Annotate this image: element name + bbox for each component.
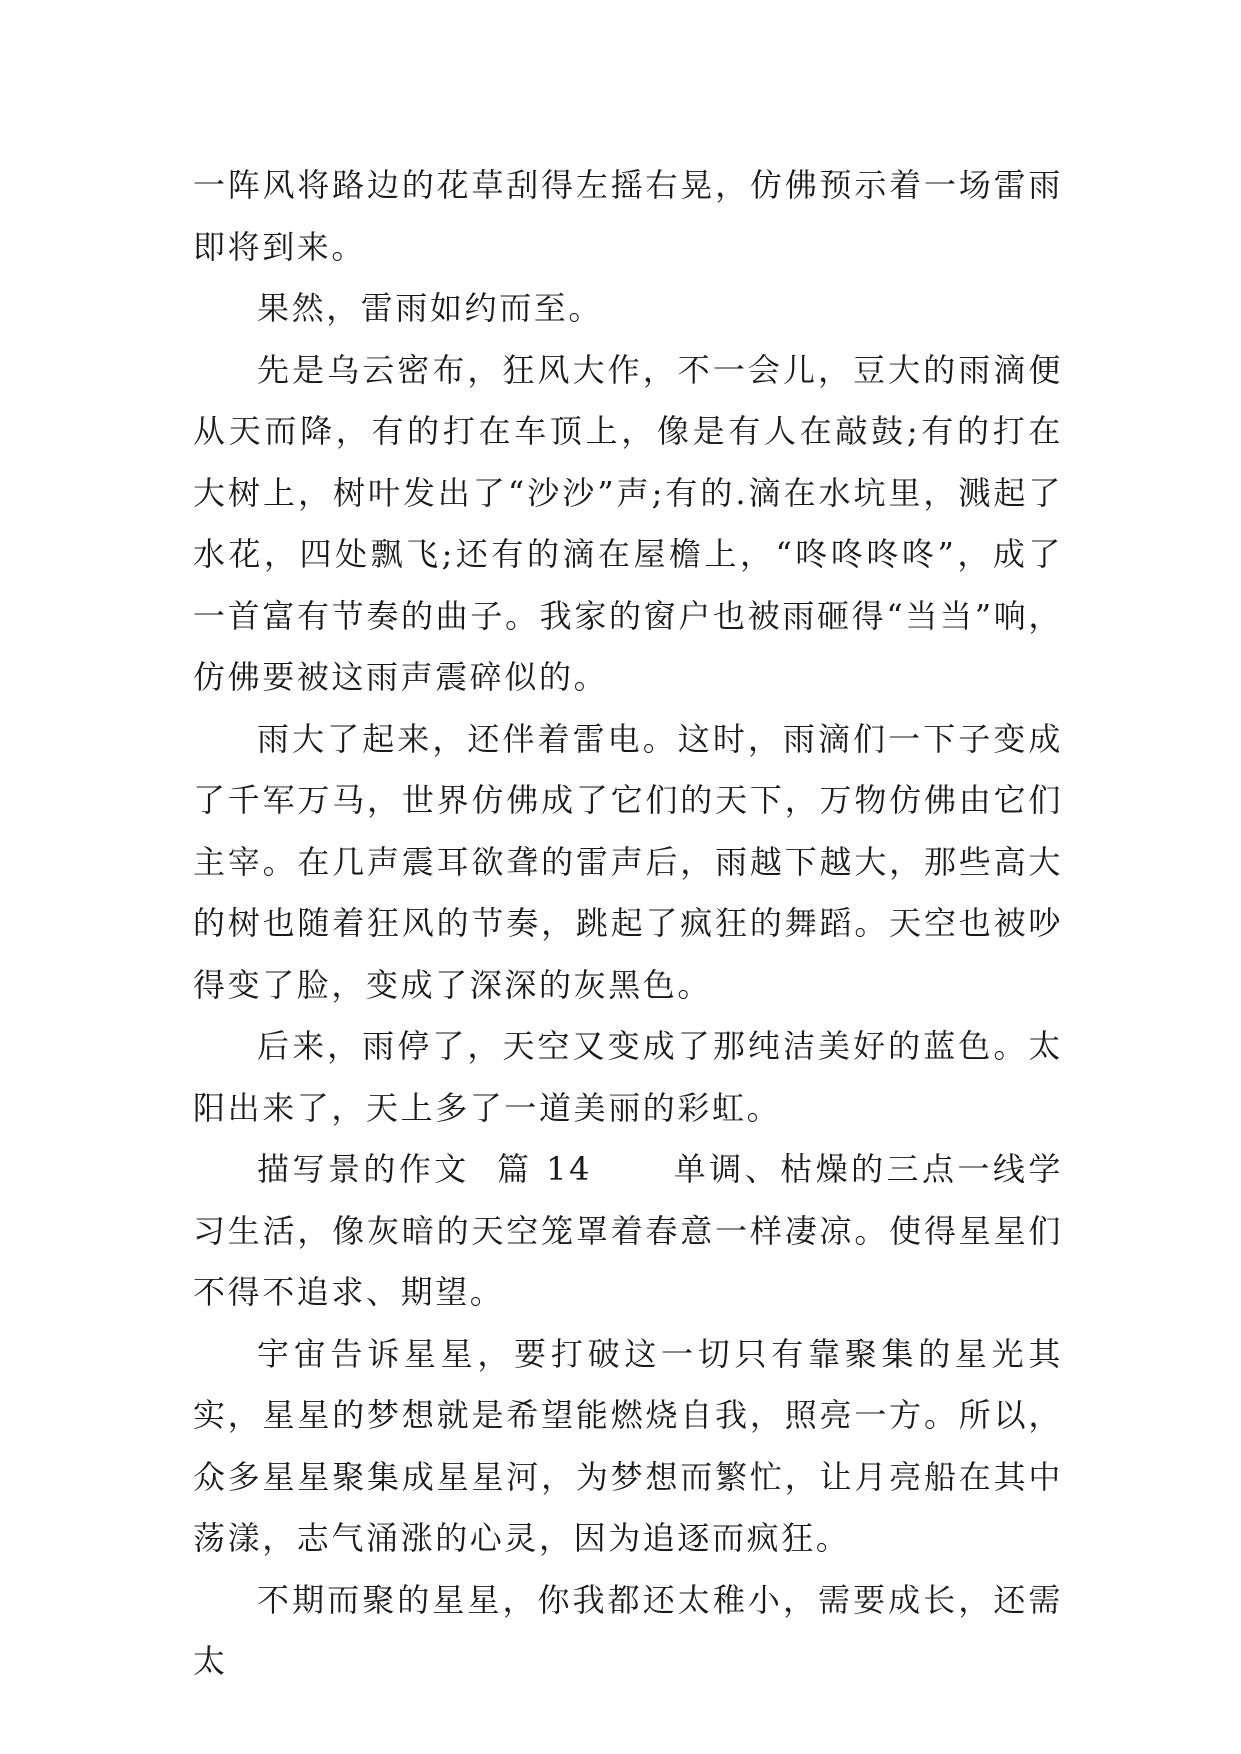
paragraph-4: 雨大了起来，还伴着雷电。这时，雨滴们一下子变成了千军万马，世界仿佛成了它们的天下，万物仿佛由它们主宰。在几声震耳欲聋的雷声后，雨越下越大，那些高大的树也随着狂风的节奏，跳起了疯狂的舞蹈。天空也被吵得变了脸，变成了深深的灰黑色。 xyxy=(193,719,1063,1004)
paragraph-6-section-heading: 描写景的作文 篇 14 单调、枯燥的三点一线学习生活，像灰暗的天空笼罩着春意一样凄凉。使得星星们不得不追求、期望。 xyxy=(193,1150,1063,1311)
paragraph-8: 不期而聚的星星，你我都还太稚小，需要成长，还需太 xyxy=(193,1580,1063,1680)
paragraph-2: 果然，雷雨如约而至。 xyxy=(257,289,604,327)
paragraph-1: 一阵风将路边的花草刮得左摇右晃，仿佛预示着一场雷雨即将到来。 xyxy=(193,166,1063,266)
body-text xyxy=(193,155,1063,1693)
paragraph-5: 后来，雨停了，天空又变成了那纯洁美好的蓝色。太阳出来了，天上多了一道美丽的彩虹。 xyxy=(193,1027,1063,1127)
paragraph-3: 先是乌云密布，狂风大作，不一会儿，豆大的雨滴便从天而降，有的打在车顶上，像是有人在敲鼓;有的打在大树上，树叶发出了“沙沙”声;有的.滴在水坑里，溅起了水花，四处飘飞;还有的滴在屋檐上，“咚咚咚咚”，成了一首富有节奏的曲子。我家的窗户也被雨砸得“当当”响，仿佛要被这雨声震碎似的。 xyxy=(193,350,1063,696)
paragraph-7: 宇宙告诉星星，要打破这一切只有靠聚集的星光其实，星星的梦想就是希望能燃烧自我，照亮一方。所以，众多星星聚集成星星河，为梦想而繁忙，让月亮船在其中荡漾，志气涌涨的心灵，因为追逐而疯狂。 xyxy=(193,1334,1063,1557)
